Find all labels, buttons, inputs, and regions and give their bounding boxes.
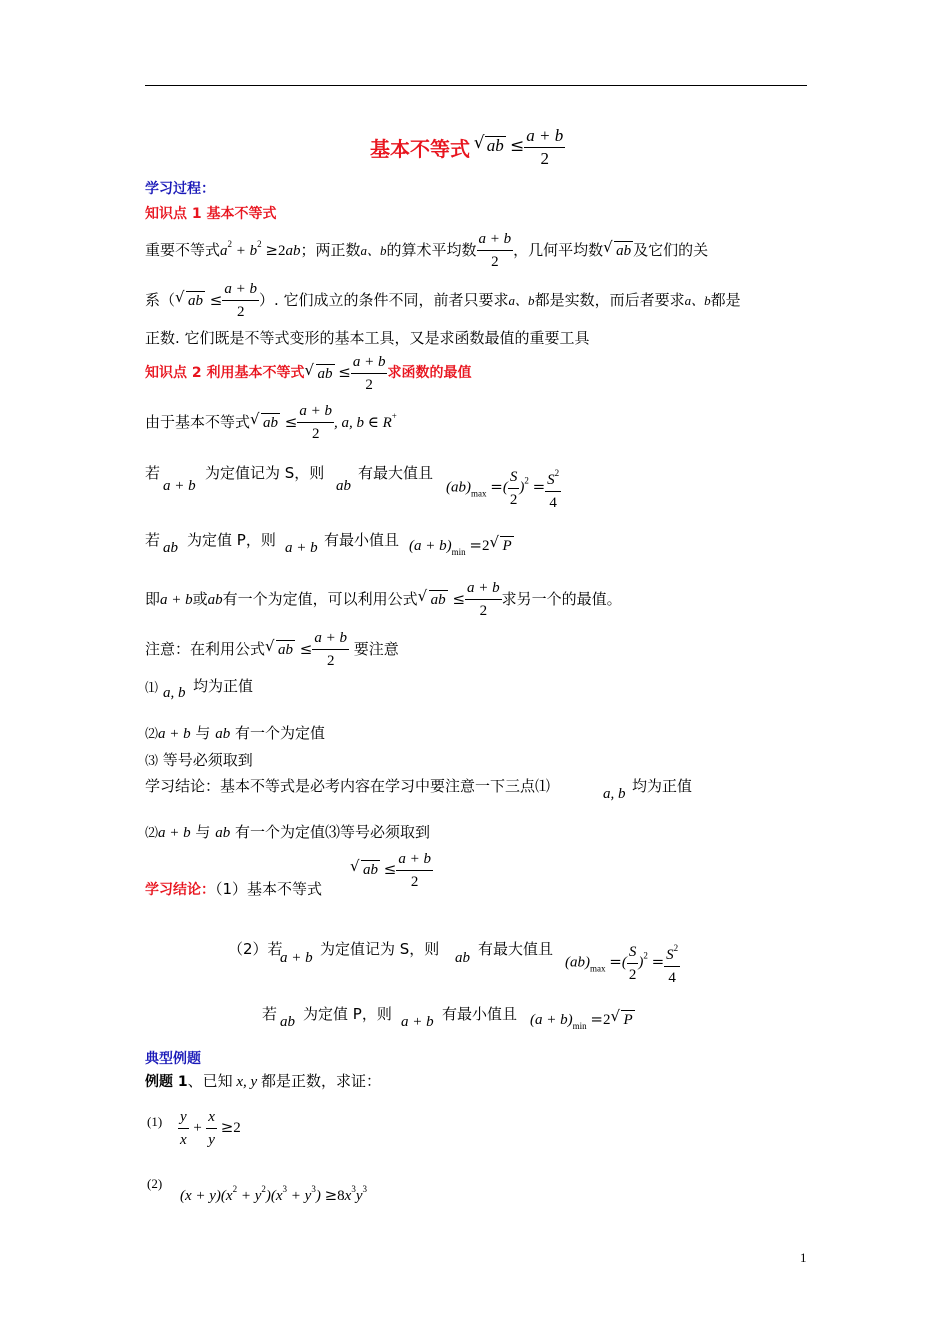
- conclusion-label: 学习结论：: [145, 882, 215, 898]
- ex1-label: 例题 1: [145, 1074, 188, 1090]
- p1-b: ；两正数: [300, 241, 361, 259]
- line-ji: 即a + b或ab有一个为定值，可以利用公式 √ ab ≤ $\frac{a + b}{2}$ 求另一个的最值。: [145, 577, 622, 622]
- sum2-line: ⑵a + b 与 ab 有一个为定值⑶等号必须取到: [145, 823, 431, 841]
- p1-g: ）. 它们成立的条件不同，前者只要求: [259, 291, 509, 309]
- l1-a: 由于基本不等式: [145, 413, 251, 431]
- c2-a: （2）若: [228, 940, 283, 958]
- ex1-rest: 都是正数，求证：: [260, 1072, 381, 1090]
- l2-c: 有最大值且: [358, 464, 434, 482]
- header-rule: [145, 85, 807, 86]
- l2-a: 若: [145, 464, 161, 482]
- c3-c: 有最小值且: [442, 1005, 518, 1023]
- p1-h: 都是实数，而后者要求: [534, 291, 685, 309]
- page-number: 1: [800, 1250, 807, 1265]
- l5-b: 要注意: [353, 640, 399, 658]
- p1-c: 的算术平均数: [386, 241, 477, 259]
- n3-text: 等号必须取到: [162, 751, 253, 769]
- l4-c: 有一个为定值，可以利用公式: [222, 590, 418, 608]
- p1-a: 重要不等式: [145, 241, 221, 259]
- point2-b: 求函数的最值: [387, 364, 472, 381]
- l3-c: 有最小值且: [324, 531, 400, 549]
- c2-c: 有最大值且: [478, 940, 554, 958]
- page: 基本不等式 √ ab ≤ $\frac{a + b}{2}$ 学习过程： 知识点 1 基本不等式 重要不等式$a^2 + b^2 \ge 2ab$；两正数a、b的算术平均数 $\frac{a + b}{2}$ ，几何平均数 √ ab 及它们的关 系（ √ ab ≤ $\frac{a + b}{2}$ ）. 它们成立的条件不同，前者只要求a、b都是实数，而后者要求a、b都是 正数. 它们既是不等式变形的基本工具，又是求函数最值的重要工具 知识点 2 利用基本不等式 √ ab ≤ $\frac{a + b}{2}$ 求函数的最值 由于基本不等式 √ ab ≤ $\frac{a + b}{2}$ , a, b ∈ R+ 若 a + b 为定值记为 S，则 ab 有最大值且 $(ab)_{max}$ =( $\frac{S}{2}$ )$^2$ = $\frac{S^2}{4}$ 若 ab 为定值 P，则 a + b 有最小值且 $(a + b)_{min} =2$ √ P 即a + b或ab有一个为定值，可以利用公式 √ ab ≤ $\frac{a + b}{2}$ 求另一个的最值。 注意：在利用公式 √ ab ≤ $\frac{a + b}{2}$ 要注意 ⑴ a, b 均为正值 ⑵a + b 与 ab 有一个为定值 ⑶ 等号必须取到 学习结论：基本不等式是必考内容在学习中要注意一下三点⑴ a, b 均为正值 ⑵a + b 与 ab 有一个为定值⑶等号必须取到 学习结论：（1）基本不等式 √ ab ≤ $\frac{a + b}{2}$ （2）若 a + b 为定值记为 S，则 ab 有最大值且 $(ab)_{max}$ =( $\frac{S}{2}$ )$^2$ = $\frac{S^2}{4}$ 若 ab 为定值 P，则 a + b 有最小值且 $(a + b)_{min} =2$ √ P 典型例题 例题 1、已知 x, y 都是正数，求证： (1) $\frac{y}{x}$ + $\frac{x}{y}$ ≥2 (2) $(x + y)(x^2 + y^2)(x^3 + y^3) \ge 8x^3y^3$ 1: [0, 0, 950, 1344]
- sum2-a: ⑵: [145, 826, 159, 841]
- p1-ab2: a、b: [508, 293, 535, 308]
- section-process: 学习过程：: [145, 181, 215, 197]
- p1-i: 都是: [710, 291, 741, 309]
- p1-f: 系（: [145, 291, 176, 309]
- point2-a: 知识点 2 利用基本不等式: [145, 364, 305, 381]
- n2-num: ⑵: [145, 727, 159, 742]
- p1-line2: 系（ √ ab ≤ $\frac{a + b}{2}$ ）. 它们成立的条件不同，前者只要求a、b都是实数，而后者要求a、b都是: [145, 278, 741, 323]
- p1-j: 正数. 它们既是不等式变形的基本工具，又是求函数最值的重要工具: [145, 329, 590, 347]
- n1-num: ⑴: [145, 681, 159, 696]
- conclusion-1: [145, 878, 322, 899]
- l2-b: 为定值记为 S，则: [205, 464, 325, 482]
- sum1-a: 学习结论：基本不等式是必考内容在学习中要注意一下三点⑴: [145, 777, 551, 795]
- l4-d: 求另一个的最值。: [501, 590, 622, 608]
- c3-b: 为定值 P，则: [303, 1005, 392, 1023]
- l4-b: 或: [192, 590, 208, 608]
- n2-text: 有一个为定值: [235, 724, 326, 742]
- section-point1: 知识点 1 基本不等式: [145, 206, 277, 222]
- example1: [145, 1070, 381, 1091]
- ex-item-2: (2): [147, 1176, 163, 1191]
- l4-a: 即: [145, 590, 161, 608]
- n3-num: ⑶: [145, 754, 159, 769]
- sum2-b: 与: [195, 823, 211, 841]
- l3-a: 若: [145, 531, 161, 549]
- c3-a: 若: [262, 1005, 278, 1023]
- n2-mid: 与: [195, 724, 211, 742]
- p1-ab1: a、b: [360, 243, 387, 258]
- line-zhuyi: 注意：在利用公式 √ ab ≤ $\frac{a + b}{2}$ 要注意: [145, 627, 399, 672]
- l5-a: 注意：在利用公式: [145, 640, 266, 658]
- section-examples: 典型例题: [145, 1051, 201, 1067]
- page-title: 基本不等式 √ ab ≤ $\frac{a + b}{2}$: [370, 126, 564, 168]
- title-text: 基本不等式: [370, 137, 470, 161]
- line-max: [145, 462, 160, 483]
- n3-line: [145, 749, 253, 770]
- c1-a: （1）基本不等式: [215, 880, 323, 898]
- sum2-c: 有一个为定值⑶等号必须取到: [235, 823, 431, 841]
- p1-ab3: a、b: [684, 293, 711, 308]
- sum1-b: 均为正值: [632, 777, 693, 795]
- ex1-vars: x, y: [236, 1074, 258, 1090]
- ex-item-1: (1): [147, 1114, 163, 1129]
- n1-text: 均为正值: [193, 677, 254, 695]
- l3-b: 为定值 P，则: [187, 531, 276, 549]
- n2-line: ⑵a + b 与 ab 有一个为定值: [145, 724, 326, 742]
- p1-d: ，几何平均数: [513, 241, 604, 259]
- p1-line1: 重要不等式$a^2 + b^2 \ge 2ab$；两正数a、b的算术平均数 $\frac{a + b}{2}$ ，几何平均数 √ ab 及它们的关: [145, 228, 708, 273]
- c2-b: 为定值记为 S，则: [320, 940, 440, 958]
- section-point2: 知识点 2 利用基本不等式 √ ab ≤ $\frac{a + b}{2}$ 求函数的最值: [145, 351, 471, 396]
- line-youyu: 由于基本不等式 √ ab ≤ $\frac{a + b}{2}$ , a, b ∈ R+: [145, 400, 397, 445]
- p1-e: 及它们的关: [633, 241, 709, 259]
- ex1-text: 、已知: [187, 1072, 233, 1090]
